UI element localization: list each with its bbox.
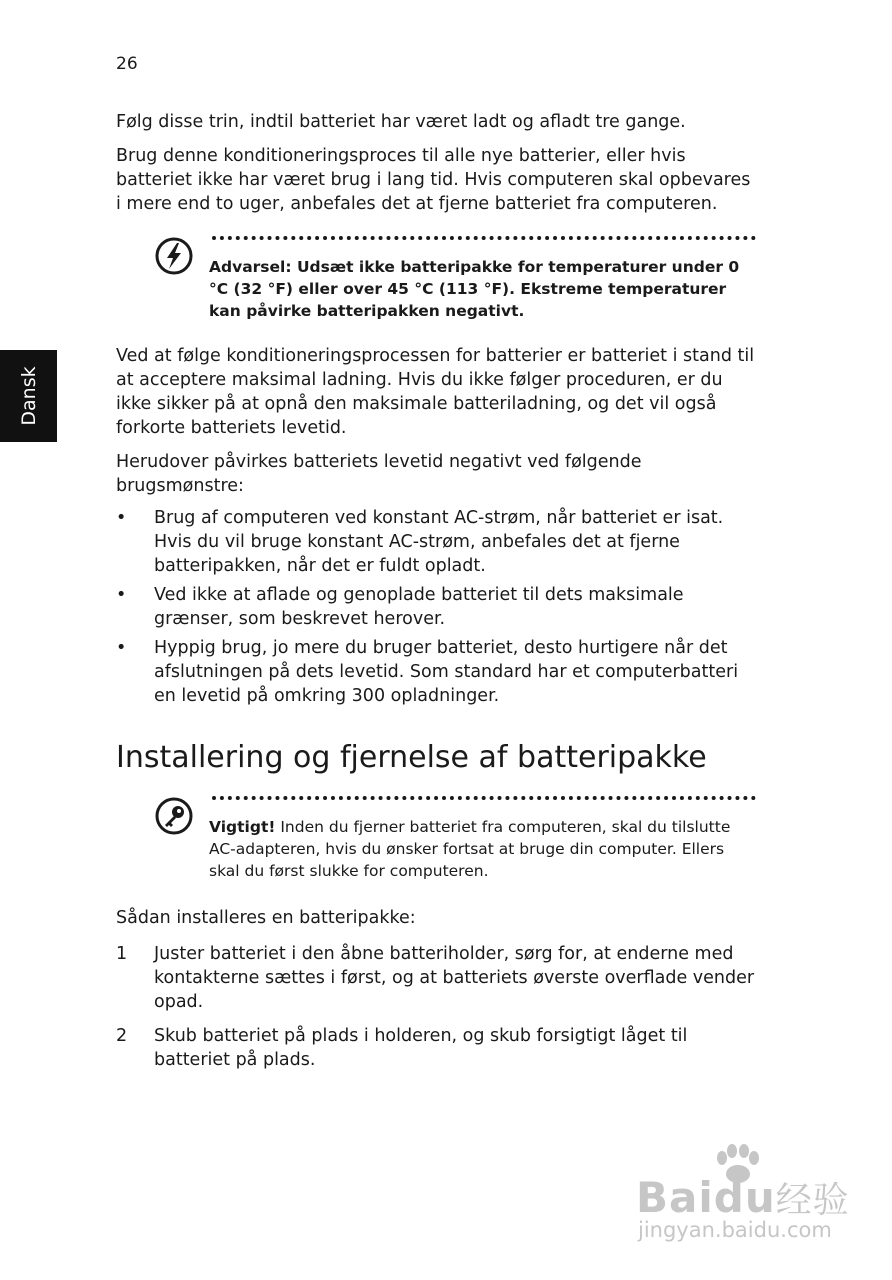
usage-pattern-list xyxy=(116,506,756,708)
paragraph-usage-patterns: Herudover påvirkes batteriets levetid negativt ved følgende brugsmønstre: xyxy=(116,452,642,496)
paragraph-conditioning-steps: Følg disse trin, indtil batteriet har været ladt og afladt tre gange. xyxy=(116,112,686,132)
install-steps xyxy=(116,942,756,1072)
watermark-url: jingyan.baidu.com xyxy=(638,1218,832,1242)
important-body: Inden du fjerner batteriet fra computeren, skal du tilslutte AC-adapteren, hvis du ønsker fortsat at bruge din computer. Ellers skal du først slukke for computeren. xyxy=(209,818,731,880)
step-text: Skub batteriet på plads i holderen, og skub forsigtigt låget til batteriet på plads. xyxy=(154,1026,688,1070)
bullet-marker: • xyxy=(116,508,127,528)
page-number: 26 xyxy=(116,54,138,74)
warning-divider xyxy=(212,236,756,240)
watermark-logo xyxy=(636,1172,850,1223)
list-item xyxy=(116,636,756,708)
section-heading: Installering og fjernelse af batteripakke xyxy=(116,740,707,775)
warning-note xyxy=(154,236,756,322)
paragraph-conditioning-usage: Brug denne konditioneringsproces til alle nye batterier, eller hvis batteriet ikke har været brug i lang tid. Hvis computeren skal opbevares i mere end to uger, anbefales det at fjerne batteriet fra computeren. xyxy=(116,146,751,214)
list-item xyxy=(116,506,756,578)
list-item xyxy=(116,583,756,631)
list-item-text: Ved ikke at aflade og genoplade batteriet til dets maksimale grænser, som beskrevet herover. xyxy=(154,585,684,629)
bullet-marker: • xyxy=(116,638,127,658)
list-item-text: Hyppig brug, jo mere du bruger batteriet, desto hurtigere når det afslutningen på dets levetid. Som standard har et computerbatteri en levetid på omkring 300 opladninger. xyxy=(154,638,739,706)
baidu-watermark xyxy=(636,1148,850,1248)
bullet-marker: • xyxy=(116,585,127,605)
step-item xyxy=(116,942,756,1014)
language-side-tab xyxy=(0,350,57,442)
step-text: Juster batteriet i den åbne batteriholder, sørg for, at enderne med kontakterne sættes i først, og at batteriets øverste overflade vender opad. xyxy=(154,944,755,1012)
important-text xyxy=(209,816,756,882)
important-key-icon xyxy=(154,796,194,836)
watermark-logo-left: Bai xyxy=(636,1173,714,1222)
important-label: Vigtigt! xyxy=(209,818,276,836)
important-divider xyxy=(212,796,756,800)
watermark-logo-cn: 经验 xyxy=(775,1180,850,1221)
side-tab-label: Dansk xyxy=(17,366,40,426)
warning-text: Advarsel: Udsæt ikke batteripakke for temperaturer under 0 °C (32 °F) eller over 45 °C (113 °F). Ekstreme temperaturer kan påvirke batteripakken negativt. xyxy=(209,258,740,320)
list-item-text: Brug af computeren ved konstant AC-strøm, når batteriet er isat. Hvis du vil bruge konstant AC-strøm, anbefales det at fjerne batteripakken, når det er fuldt opladt. xyxy=(154,508,724,576)
step-item xyxy=(116,1024,756,1072)
watermark-logo-right: du xyxy=(713,1173,776,1222)
paragraph-conditioning-benefit: Ved at følge konditioneringsprocessen for batterier er batteriet i stand til at acceptere maksimal ladning. Hvis du ikke følger proceduren, er du ikke sikker på at opnå den maksimale batteriladning, og det vil også forkorte batteriets levetid. xyxy=(116,346,755,438)
paragraph-install-intro: Sådan installeres en batteripakke: xyxy=(116,908,416,928)
step-number: 2 xyxy=(116,1026,128,1046)
important-note xyxy=(154,796,756,882)
warning-lightning-icon xyxy=(154,236,194,276)
step-number: 1 xyxy=(116,944,128,964)
page-content xyxy=(116,110,756,1077)
